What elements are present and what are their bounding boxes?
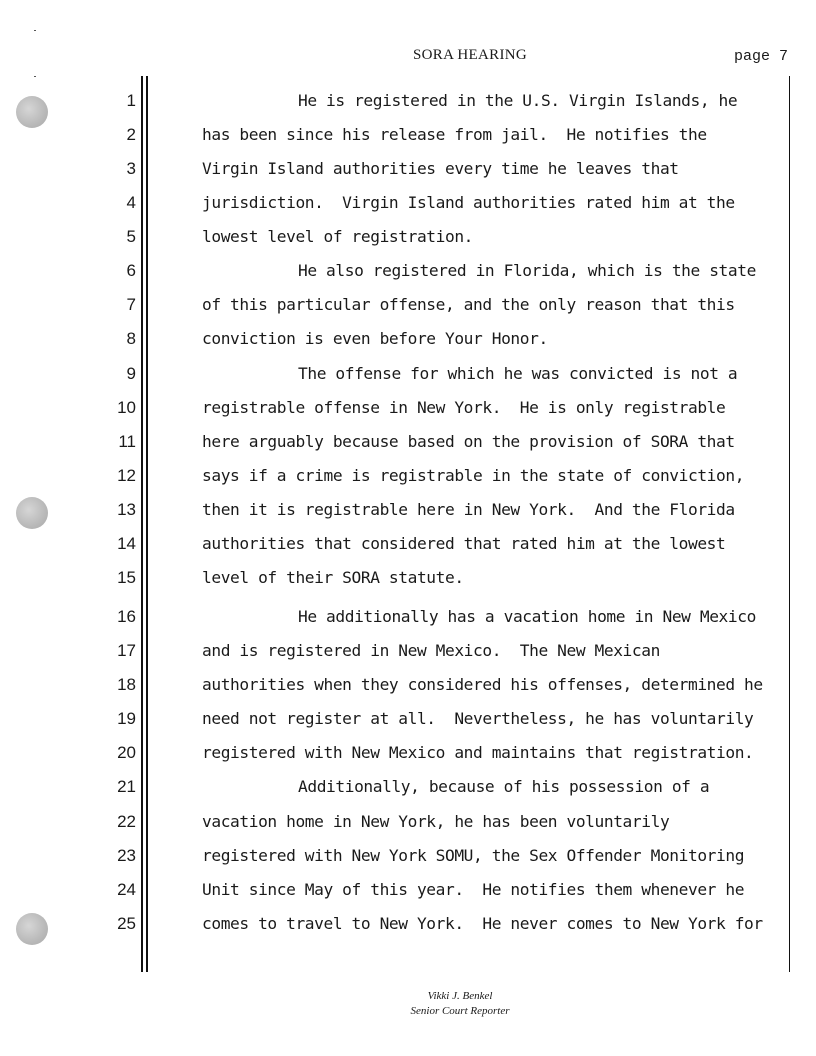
transcript-line	[0, 634, 816, 668]
transcript-line	[0, 668, 816, 702]
transcript-line	[0, 839, 816, 873]
transcript-line	[0, 425, 816, 459]
line-text: of this particular offense, and the only reason that this	[202, 295, 735, 314]
reporter-name: Vikki J. Benkel	[427, 990, 493, 1002]
line-text: Additionally, because of his possession of a	[298, 777, 710, 796]
line-text: vacation home in New York, he has been voluntarily	[202, 812, 670, 831]
line-number: 17	[117, 641, 136, 660]
line-number: 5	[126, 227, 136, 246]
reporter-title: Senior Court Reporter	[410, 1005, 510, 1017]
line-number: 21	[117, 777, 136, 796]
transcript-line	[0, 493, 816, 527]
line-number: 9	[126, 364, 136, 383]
line-text: comes to travel to New York. He never comes to New York for	[202, 914, 763, 933]
line-text: jurisdiction. Virgin Island authorities rated him at the	[202, 193, 735, 212]
line-text: lowest level of registration.	[202, 227, 474, 246]
scan-speck	[34, 30, 36, 31]
line-number: 11	[118, 432, 136, 451]
line-text: registrable offense in New York. He is only registrable	[202, 398, 726, 417]
line-number: 4	[126, 193, 136, 212]
line-number: 7	[126, 295, 136, 314]
transcript-line	[0, 459, 816, 493]
line-number: 24	[117, 880, 136, 899]
line-text: authorities when they considered his offenses, determined he	[202, 675, 763, 694]
transcript-line	[0, 770, 816, 804]
transcript-line	[0, 907, 816, 941]
line-number: 23	[117, 846, 136, 865]
page-header-title: SORA HEARING	[412, 47, 528, 63]
line-text: He also registered in Florida, which is the state	[298, 261, 756, 280]
transcript-line	[0, 186, 816, 220]
line-number: 25	[117, 914, 136, 933]
line-number: 20	[117, 743, 136, 762]
line-text: registered with New York SOMU, the Sex Offender Monitoring	[202, 846, 745, 865]
line-text: He additionally has a vacation home in New Mexico	[298, 607, 756, 626]
transcript-line	[0, 805, 816, 839]
line-text: and is registered in New Mexico. The New Mexican	[202, 641, 660, 660]
line-text: He is registered in the U.S. Virgin Islands, he	[298, 91, 738, 110]
line-number: 3	[126, 159, 136, 178]
line-number: 19	[117, 709, 136, 728]
transcript-line	[0, 702, 816, 736]
line-text: then it is registrable here in New York. And the Florida	[202, 500, 735, 519]
line-number: 1	[126, 91, 136, 110]
transcript-line	[0, 322, 816, 356]
line-text: level of their SORA statute.	[202, 568, 464, 587]
line-text: here arguably because based on the provision of SORA that	[202, 432, 735, 451]
line-text: authorities that considered that rated him at the lowest	[202, 534, 726, 553]
transcript-line	[0, 873, 816, 907]
line-number: 6	[126, 261, 136, 280]
line-number: 8	[126, 329, 136, 348]
transcript-line	[0, 152, 816, 186]
page-number: page 7	[733, 48, 788, 65]
line-number: 16	[117, 607, 136, 626]
transcript-line	[0, 357, 816, 391]
line-text: says if a crime is registrable in the state of conviction,	[202, 466, 745, 485]
transcript-line	[0, 600, 816, 634]
line-number: 10	[117, 398, 136, 417]
line-text: need not register at all. Nevertheless, he has voluntarily	[202, 709, 754, 728]
line-number: 18	[117, 675, 136, 694]
line-number: 15	[117, 568, 136, 587]
line-text: Unit since May of this year. He notifies them whenever he	[202, 880, 745, 899]
transcript-line	[0, 220, 816, 254]
line-text: conviction is even before Your Honor.	[202, 329, 548, 348]
line-text: The offense for which he was convicted is not a	[298, 364, 738, 383]
line-text: has been since his release from jail. He notifies the	[202, 125, 707, 144]
transcript-line	[0, 118, 816, 152]
line-number: 13	[117, 500, 136, 519]
transcript-line	[0, 288, 816, 322]
scan-speck	[34, 76, 36, 77]
line-text: registered with New Mexico and maintains that registration.	[202, 743, 754, 762]
transcript-line	[0, 527, 816, 561]
transcript-line	[0, 736, 816, 770]
line-number: 2	[126, 125, 136, 144]
transcript-line	[0, 391, 816, 425]
transcript-line	[0, 561, 816, 595]
line-number: 14	[117, 534, 136, 553]
line-number: 22	[117, 812, 136, 831]
transcript-line	[0, 84, 816, 118]
line-text: Virgin Island authorities every time he leaves that	[202, 159, 679, 178]
transcript-line	[0, 254, 816, 288]
line-number: 12	[117, 466, 136, 485]
